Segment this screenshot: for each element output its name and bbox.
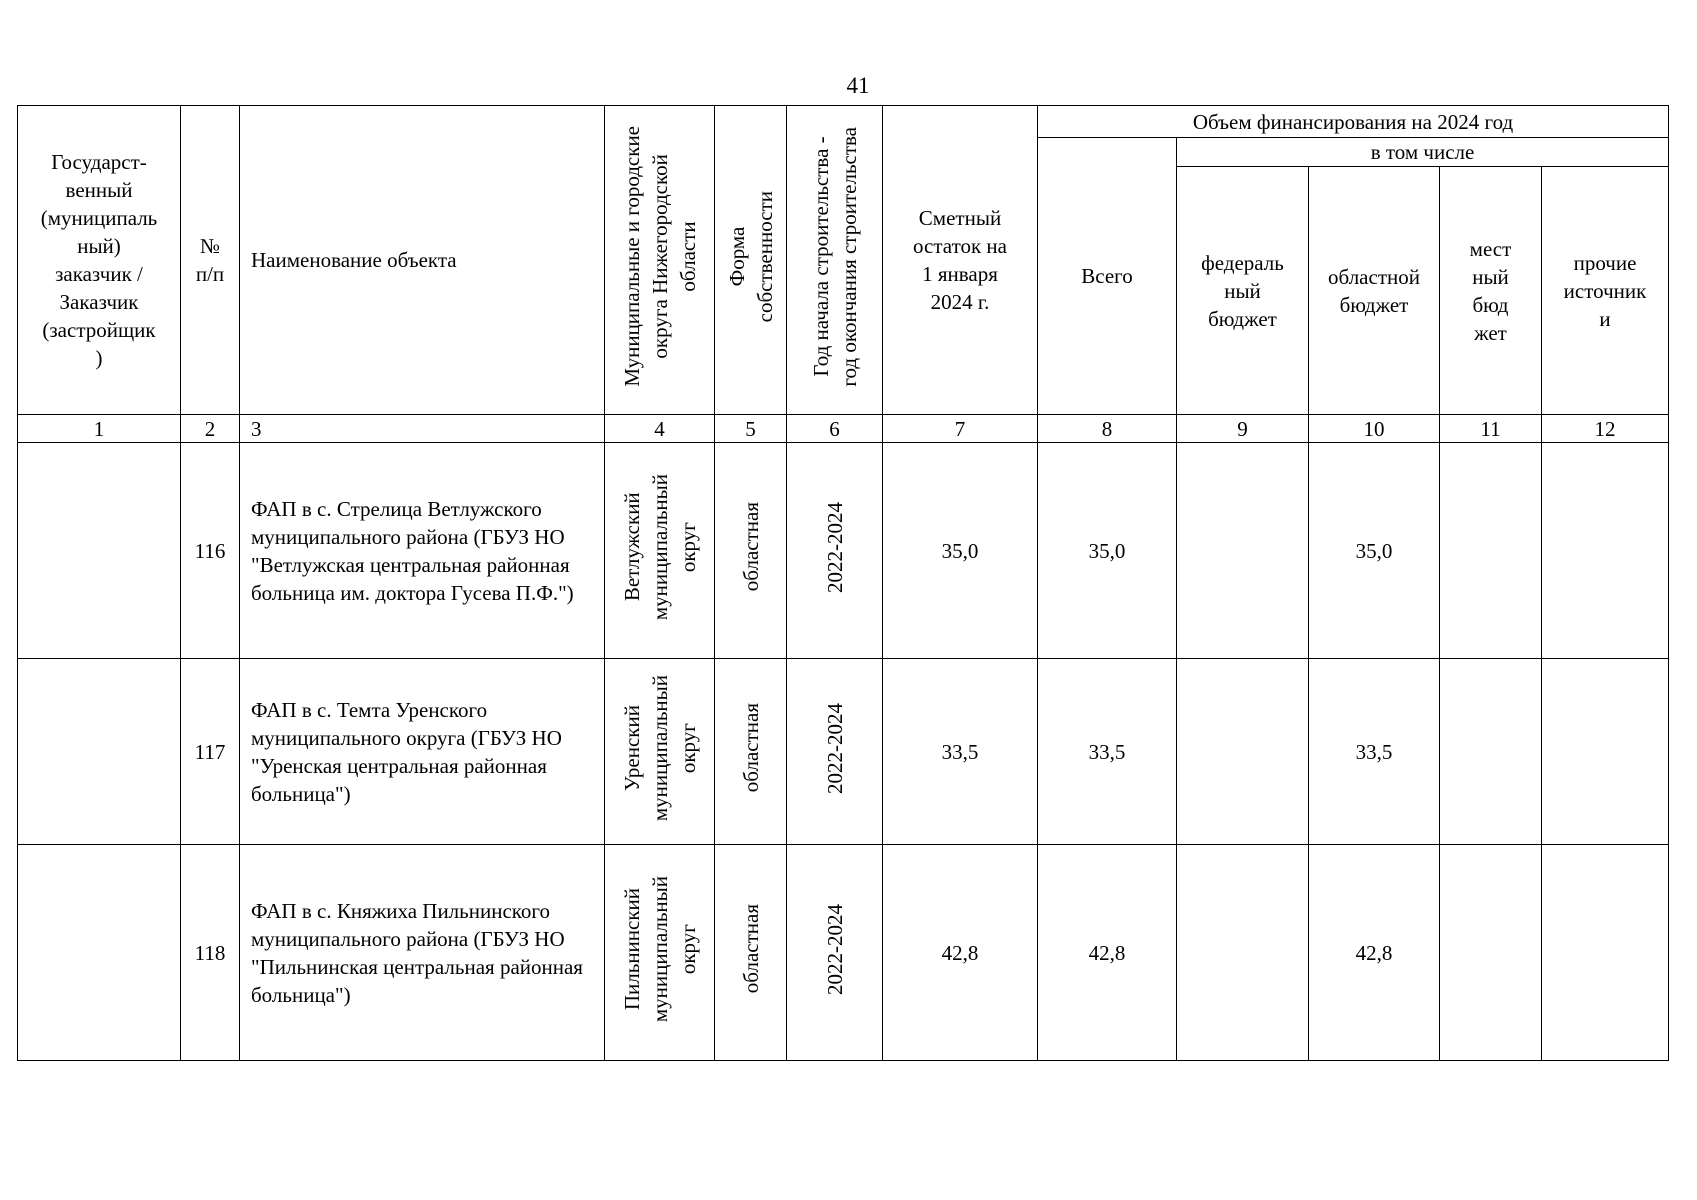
page-number: 41 [846, 73, 870, 98]
table-row [18, 659, 1669, 845]
header-federal-budget: федераль ный бюджет [1177, 167, 1309, 415]
column-number: 5 [715, 415, 787, 443]
header-construction-years-text: Год начала строительства - год окончания строительства [808, 126, 861, 387]
row-ownership [715, 845, 787, 1061]
header-other-sources: прочие источник и [1542, 167, 1669, 415]
column-number: 6 [787, 415, 883, 443]
row-regional: 33,5 [1309, 659, 1440, 845]
header-including: в том числе [1177, 138, 1669, 167]
header-financing-group: Объем финансирования на 2024 год [1038, 106, 1669, 138]
column-number: 4 [605, 415, 715, 443]
row-municipality [605, 659, 715, 845]
row-customer [18, 845, 181, 1061]
header-row-top [18, 106, 1669, 138]
row-number: 118 [181, 845, 240, 1061]
row-years-text: 2022-2024 [822, 903, 847, 995]
row-estimated-balance: 42,8 [883, 845, 1038, 1061]
column-number: 11 [1440, 415, 1542, 443]
table-row [18, 443, 1669, 659]
header-ownership [715, 106, 787, 415]
column-number: 12 [1542, 415, 1669, 443]
row-ownership [715, 659, 787, 845]
row-local [1440, 443, 1542, 659]
header-object-name: Наименование объекта [240, 106, 605, 415]
column-number: 7 [883, 415, 1038, 443]
row-estimated-balance: 33,5 [883, 659, 1038, 845]
row-years-text: 2022-2024 [822, 501, 847, 593]
row-municipality-text: Уренский муниципальный округ [619, 674, 700, 822]
row-years [787, 845, 883, 1061]
row-other [1542, 443, 1669, 659]
row-total: 33,5 [1038, 659, 1177, 845]
row-other [1542, 659, 1669, 845]
column-number: 9 [1177, 415, 1309, 443]
header-municipality-text: Муниципальные и городские округа Нижегородской области [619, 126, 700, 387]
investment-table [17, 105, 1669, 1061]
row-years [787, 443, 883, 659]
column-number: 1 [18, 415, 181, 443]
row-municipality-text: Ветлужский муниципальный округ [619, 473, 700, 621]
header-number: № п/п [181, 106, 240, 415]
row-number: 117 [181, 659, 240, 845]
row-federal [1177, 659, 1309, 845]
row-regional: 42,8 [1309, 845, 1440, 1061]
row-municipality [605, 443, 715, 659]
header-municipality [605, 106, 715, 415]
column-number: 3 [240, 415, 605, 443]
column-number-row [18, 415, 1669, 443]
row-object-name: ФАП в с. Темта Уренского муниципального округа (ГБУЗ НО "Уренская центральная районная больница") [240, 659, 605, 845]
header-construction-years [787, 106, 883, 415]
row-other [1542, 845, 1669, 1061]
row-federal [1177, 845, 1309, 1061]
column-number: 10 [1309, 415, 1440, 443]
table-row [18, 845, 1669, 1061]
row-total: 35,0 [1038, 443, 1177, 659]
row-estimated-balance: 35,0 [883, 443, 1038, 659]
row-total: 42,8 [1038, 845, 1177, 1061]
header-ownership-text: Форма собственности [724, 190, 777, 323]
row-object-name: ФАП в с. Стрелица Ветлужского муниципального района (ГБУЗ НО "Ветлужская центральная районная больница им. доктора Гусева П.Ф.") [240, 443, 605, 659]
row-years [787, 659, 883, 845]
row-ownership-text: областная [738, 703, 763, 793]
row-customer [18, 443, 181, 659]
column-number: 2 [181, 415, 240, 443]
row-federal [1177, 443, 1309, 659]
header-local-budget: мест ный бюд жет [1440, 167, 1542, 415]
row-ownership-text: областная [738, 502, 763, 592]
row-local [1440, 659, 1542, 845]
row-object-name: ФАП в с. Княжиха Пильнинского муниципального района (ГБУЗ НО "Пильнинская центральная районная больница") [240, 845, 605, 1061]
row-years-text: 2022-2024 [822, 702, 847, 794]
column-number: 8 [1038, 415, 1177, 443]
row-customer [18, 659, 181, 845]
row-local [1440, 845, 1542, 1061]
header-total: Всего [1038, 138, 1177, 415]
row-number: 116 [181, 443, 240, 659]
header-customer: Государст- венный (муниципаль ный) заказчик / Заказчик (застройщик ) [18, 106, 181, 415]
row-municipality-text: Пильнинский муниципальный округ [619, 875, 700, 1023]
row-municipality [605, 845, 715, 1061]
row-ownership [715, 443, 787, 659]
row-ownership-text: областная [738, 904, 763, 994]
header-regional-budget: областной бюджет [1309, 167, 1440, 415]
row-regional: 35,0 [1309, 443, 1440, 659]
header-estimated-balance: Сметный остаток на 1 января 2024 г. [883, 106, 1038, 415]
